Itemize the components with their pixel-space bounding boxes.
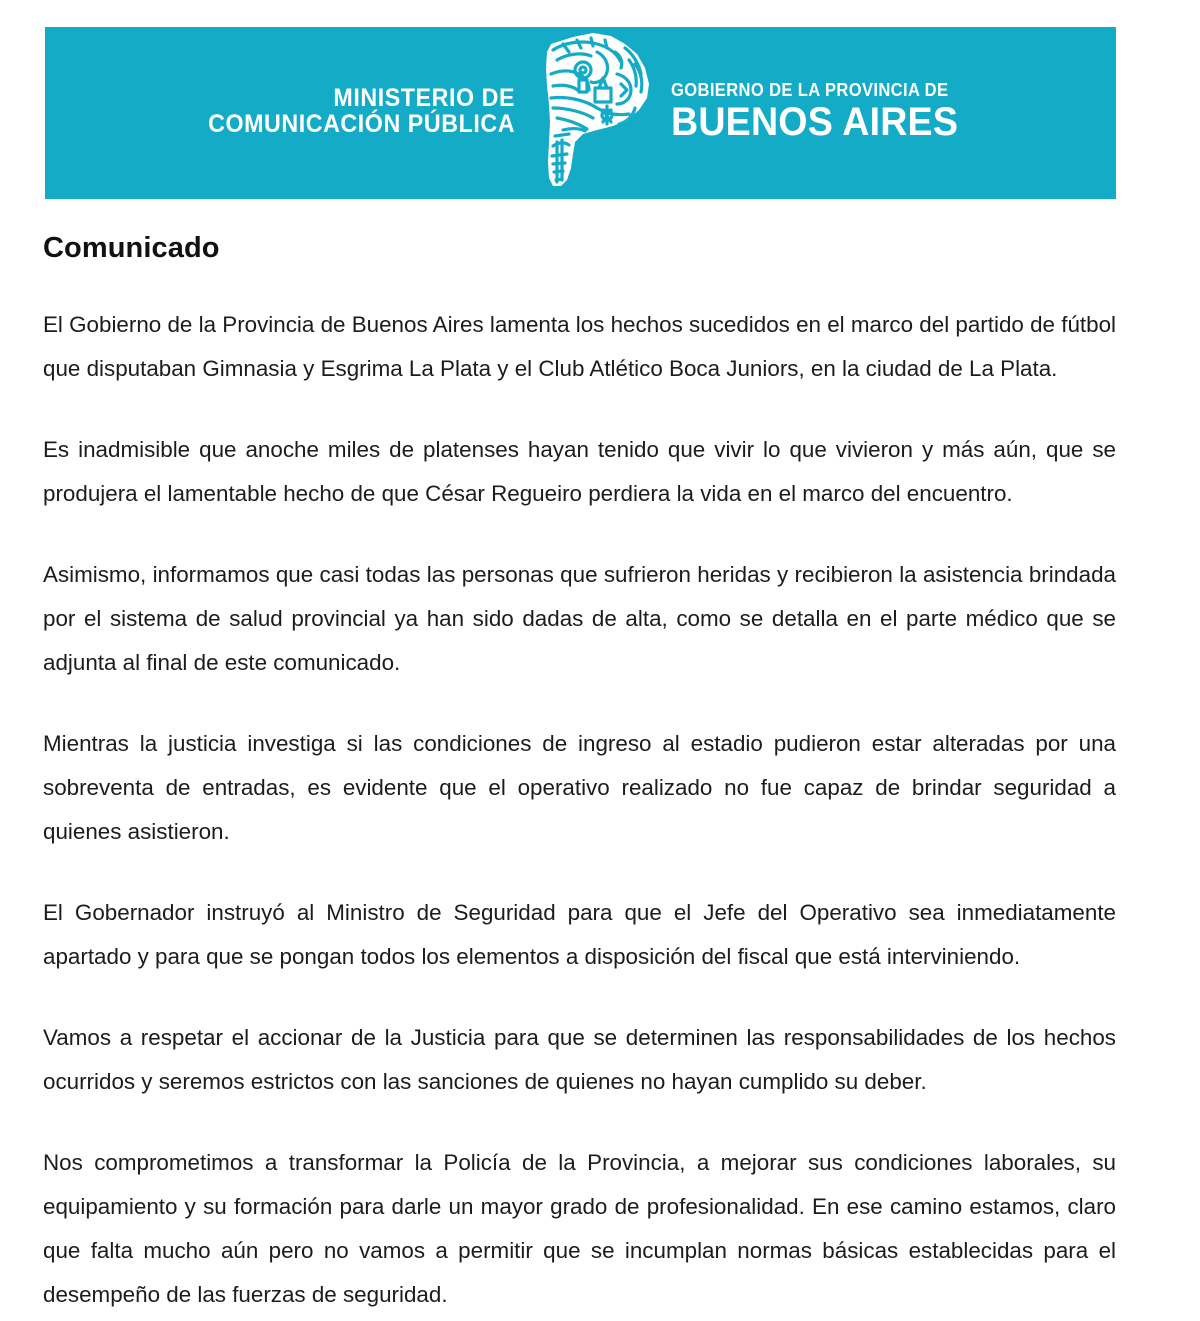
header-content bbox=[185, 30, 976, 192]
paragraph: Mientras la justicia investiga si las condiciones de ingreso al estadio pudieron estar alteradas por una sobreventa de entradas, es evidente que el operativo realizado no fue capaz de brindar seguridad a quienes asistieron. bbox=[43, 731, 1116, 844]
ministry-line-2: COMUNICACIÓN PÚBLICA bbox=[207, 110, 515, 138]
buenos-aires-province-map-crest-icon bbox=[533, 30, 655, 192]
government-line-2: BUENOS AIRES bbox=[670, 99, 958, 144]
paragraph: Es inadmisible que anoche miles de platenses hayan tenido que vivir lo que vivieron y más aún, que se produjera el lamentable hecho de que César Regueiro perdiera la vida en el marco del encuentro. bbox=[43, 437, 1116, 506]
paragraph: Vamos a respetar el accionar de la Justicia para que se determinen las responsabilidades de los hechos ocurridos y seremos estrictos con las sanciones de quienes no hayan cumplido su deber. bbox=[43, 1025, 1116, 1094]
ministry-line-1: MINISTERIO DE bbox=[333, 84, 515, 112]
ministry-wordmark bbox=[185, 85, 533, 137]
paragraph: Asimismo, informamos que casi todas las personas que sufrieron heridas y recibieron la asistencia brindada por el sistema de salud provincial ya han sido dadas de alta, como se detalla en el parte médico que se adjunta al final de este comunicado. bbox=[43, 562, 1116, 675]
page-title: Comunicado bbox=[43, 232, 220, 264]
government-line-1: GOBIERNO DE LA PROVINCIA DE bbox=[670, 79, 949, 100]
header-banner bbox=[45, 27, 1116, 199]
document-body bbox=[43, 232, 1116, 1317]
paragraph: El Gobierno de la Provincia de Buenos Aires lamenta los hechos sucedidos en el marco del partido de fútbol que disputaban Gimnasia y Esgrima La Plata y el Club Atlético Boca Juniors, en la ciudad de La Plata. bbox=[43, 312, 1116, 381]
paragraph: Nos comprometimos a transformar la Policía de la Provincia, a mejorar sus condiciones laborales, su equipamiento y su formación para darle un mayor grado de profesionalidad. En ese camino estamos, claro que falta mucho aún pero no vamos a permitir que se incumplan normas básicas establecidas para el desempeño de las fuerzas de seguridad. bbox=[43, 1150, 1116, 1307]
paragraph: El Gobernador instruyó al Ministro de Seguridad para que el Jefe del Operativo sea inmediatamente apartado y para que se pongan todos los elementos a disposición del fiscal que está interviniendo. bbox=[43, 900, 1116, 969]
government-wordmark bbox=[655, 81, 976, 142]
